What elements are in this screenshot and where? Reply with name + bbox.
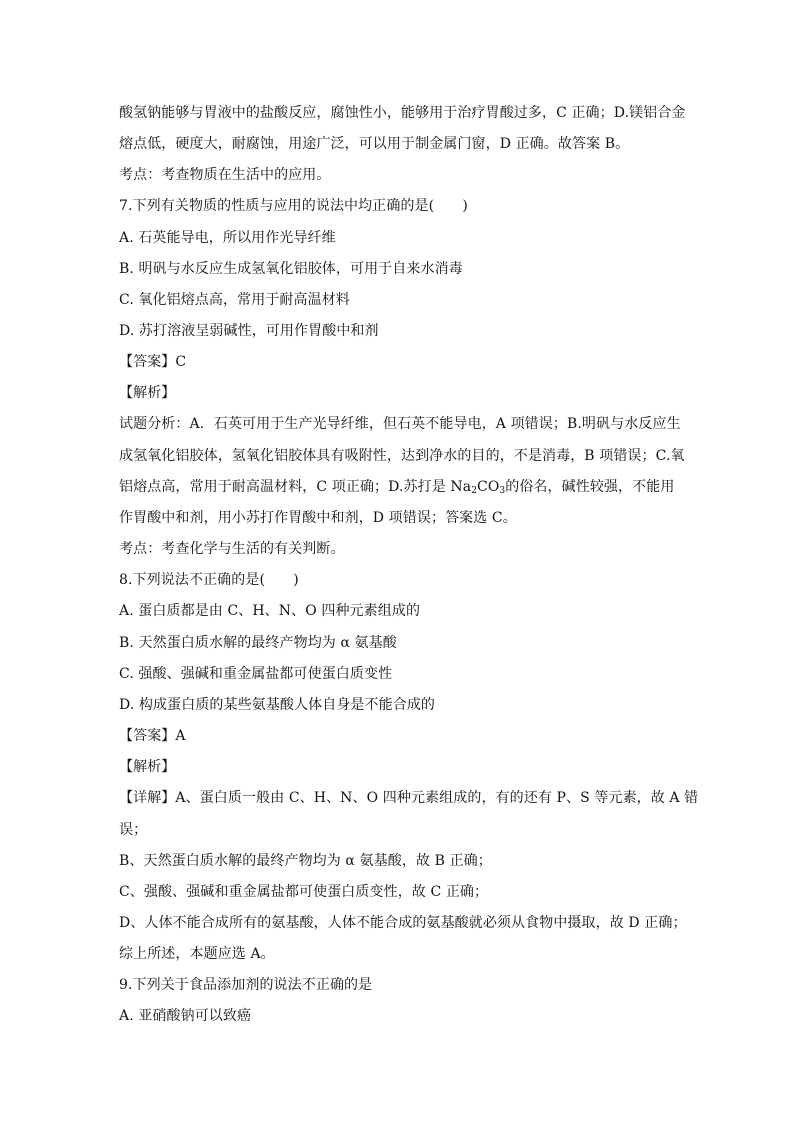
text-line: 作胃酸中和剂，用小苏打作胃酸中和剂，D 项错误；答案选 C。 [119,510,517,526]
text-line: 综上所述，本题应选 A。 [119,946,275,962]
text-line: B、天然蛋白质水解的最终产物均为 α 氨基酸，故 B 正确； [119,853,492,869]
answer-label: 【答案】C [119,354,187,370]
option-d: D. 构成蛋白质的某些氨基酸人体自身是不能合成的 [119,697,436,713]
answer-label: 【答案】A [119,728,186,744]
text-line: 考点：考查物质在生活中的应用。 [119,167,331,183]
option-c: C. 氧化铝熔点高，常用于耐高温材料 [119,292,350,308]
formula-line: 铝熔点高，常用于耐高温材料，C 项正确；D.苏打是 $Na_2CO_3$的俗名，碱性较强，不能用 [119,479,675,496]
analysis-label: 【解析】 [119,759,176,775]
analysis-label: 【解析】 [119,385,176,401]
option-a: A. 亚硝酸钠可以致癌 [119,1008,252,1024]
text-line: 误； [119,822,148,838]
text-line: 试题分析：A．石英可用于生产光导纤维，但石英不能导电，A 项错误；B.明矾与水反应生 [119,416,681,432]
option-a: A. 蛋白质都是由 C、H、N、O 四种元素组成的 [119,603,421,619]
option-b: B. 天然蛋白质水解的最终产物均为 α 氨基酸 [119,635,397,651]
question-9-title: 9.下列关于食品添加剂的说法不正确的是 [119,977,373,993]
option-c: C. 强酸、强碱和重金属盐都可使蛋白质变性 [119,666,393,682]
option-a: A. 石英能导电，所以用作光导纤维 [119,230,336,246]
text-line: 熔点低，硬度大，耐腐蚀，用途广泛，可以用于制金属门窗，D 正确。故答案 B。 [119,136,630,152]
option-d: D. 苏打溶液呈弱碱性，可用作胃酸中和剂 [119,323,379,339]
text-line: 考点：考查化学与生活的有关判断。 [119,541,345,557]
text-line: 成氢氧化铝胶体，氢氧化铝胶体具有吸附性，达到净水的目的，不是消毒，B 项错误；C.氧 [119,448,685,464]
text-line: C、强酸、强碱和重金属盐都可使蛋白质变性，故 C 正确； [119,884,489,900]
text-line: 【详解】A、蛋白质一般由 C、H、N、O 四种元素组成的，有的还有 P、S 等元素，故 A 错 [119,790,699,806]
question-7-title: 7.下列有关物质的性质与应用的说法中均正确的是( ) [119,198,468,214]
question-8-title: 8.下列说法不正确的是( ) [119,572,299,588]
text-line: D、人体不能合成所有的氨基酸，人体不能合成的氨基酸就必须从食物中摄取，故 D 正确； [119,915,687,931]
text-line: 酸氢钠能够与胃液中的盐酸反应，腐蚀性小，能够用于治疗胃酸过多，C 正确；D.镁铝合金 [119,105,686,121]
option-b: B. 明矾与水反应生成氢氧化铝胶体，可用于自来水消毒 [119,261,463,277]
